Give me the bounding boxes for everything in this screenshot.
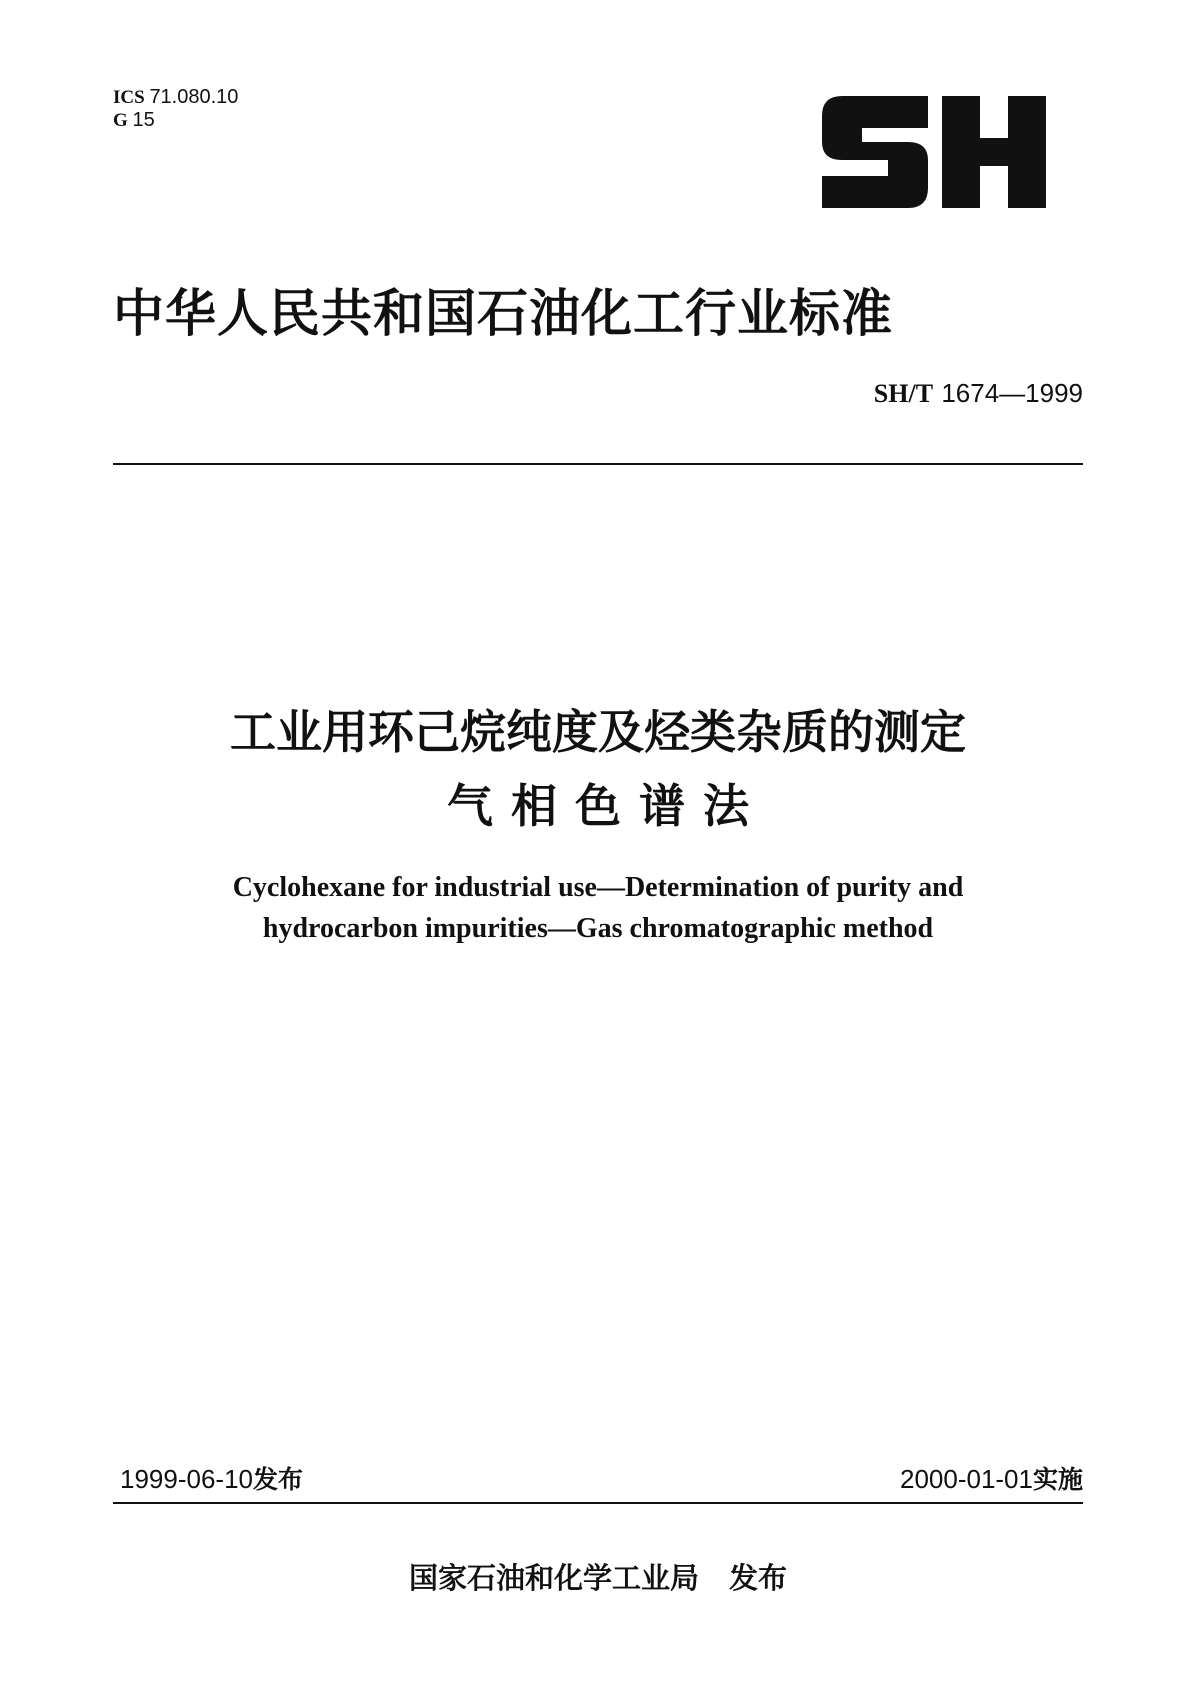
standard-prefix: SH/T — [873, 379, 934, 408]
issuing-authority — [113, 1556, 1083, 1597]
chinese-title-line1: 工业用环己烷纯度及烃类杂质的测定 — [230, 705, 966, 759]
issuer-action: 发布 — [729, 1561, 788, 1595]
standard-code: 1674—1999 — [941, 378, 1083, 408]
chinese-title-line2: 气相色谱法 — [447, 779, 767, 833]
implementation-date — [800, 1460, 1083, 1496]
ccs-label: G — [113, 110, 128, 131]
bottom-divider — [113, 1502, 1083, 1504]
ccs-code: 15 — [132, 109, 155, 131]
classification-codes — [113, 86, 238, 132]
english-title-line2: hydrocarbon impurities—Gas chromatographic method — [262, 913, 934, 944]
national-standard-title: 中华人民共和国石油化工行业标准 — [113, 285, 894, 344]
ics-line — [113, 86, 238, 109]
issue-date-value: 1999-06-10 — [120, 1464, 253, 1494]
ics-code: 71.080.10 — [149, 86, 239, 108]
sh-logo — [818, 92, 1050, 212]
ccs-line — [113, 109, 238, 132]
standard-number — [800, 378, 1083, 409]
implementation-date-label: 实施 — [1032, 1465, 1083, 1494]
english-title-line1: Cyclohexane for industrial use—Determination of purity and — [232, 872, 964, 903]
ics-label: ICS — [113, 87, 145, 108]
issue-date — [120, 1460, 303, 1496]
implementation-date-value: 2000-01-01 — [899, 1464, 1033, 1494]
issuer-name: 国家石油和化学工业局 — [408, 1561, 699, 1595]
issue-date-label: 发布 — [253, 1465, 304, 1494]
top-divider — [113, 463, 1083, 465]
